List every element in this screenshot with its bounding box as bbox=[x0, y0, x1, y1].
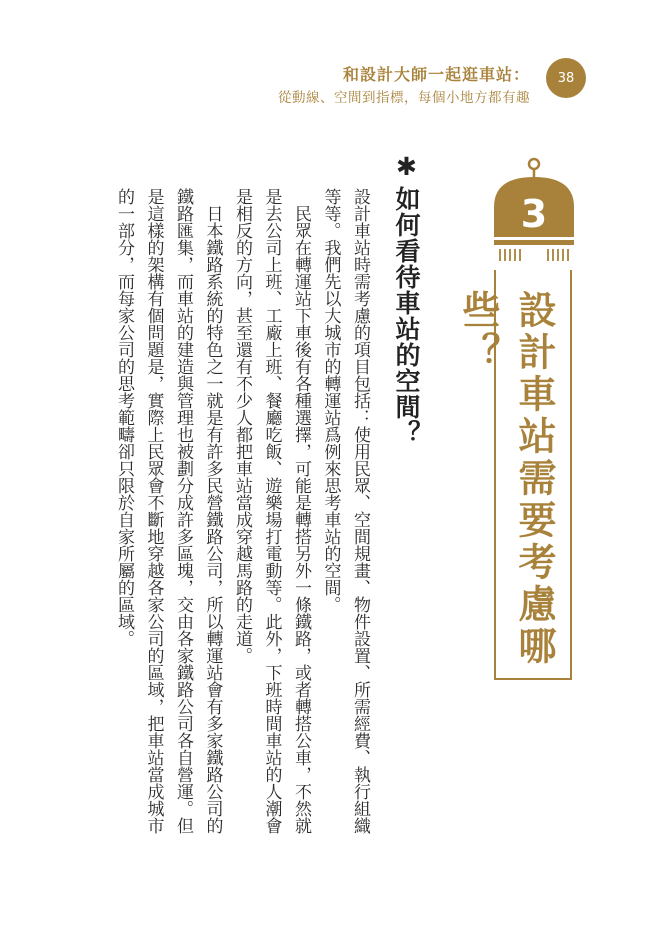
body-text bbox=[114, 188, 374, 848]
paragraph: 民眾在轉運站下車後有各種選擇，可能是轉搭另外一條鐵路，或者轉搭公車，不然就是去公司上班、工廠上班、餐廳吃飯、遊樂場打電動等。此外，下班時間車站的人潮會是相反的方向，甚至還有不少人都把車站當成穿越馬路的走道。 bbox=[232, 188, 311, 834]
section-marker-icon: ✱ bbox=[392, 152, 421, 182]
chapter-number: 3 bbox=[520, 192, 548, 236]
running-header-subtitle: 從動線、空間到指標，每個小地方都有趣 bbox=[278, 90, 530, 106]
paragraph: 設計車站時需考慮的項目包括：使用民眾、空間規畫、物件設置、所需經費、執行組織等等。我們先以大城市的轉運站爲例來思考車站的空間。 bbox=[320, 188, 370, 834]
section-heading bbox=[388, 152, 424, 452]
paragraph: 日本鐵路系統的特色之一就是有許多民營鐵路公司，所以轉運站會有多家鐵路公司的鐵路匯集，而車站的建造與管理也被劃分成許多區塊，交由各家鐵路公司各自營運。但是這樣的架構有個問題是，實際上民眾會不斷地穿越各家公司的區域，把車站當成城市的一部分，而每家公司的思考範疇卻只限於自家所屬的區域。 bbox=[114, 188, 223, 834]
section-heading-text: 如何看待車站的空間？ bbox=[392, 186, 421, 446]
chapter-title: 設計車站需要考慮哪些？ bbox=[456, 290, 556, 668]
page-number-badge: 38 bbox=[546, 58, 586, 98]
running-header-title: 和設計大師一起逛車站： bbox=[342, 65, 530, 84]
